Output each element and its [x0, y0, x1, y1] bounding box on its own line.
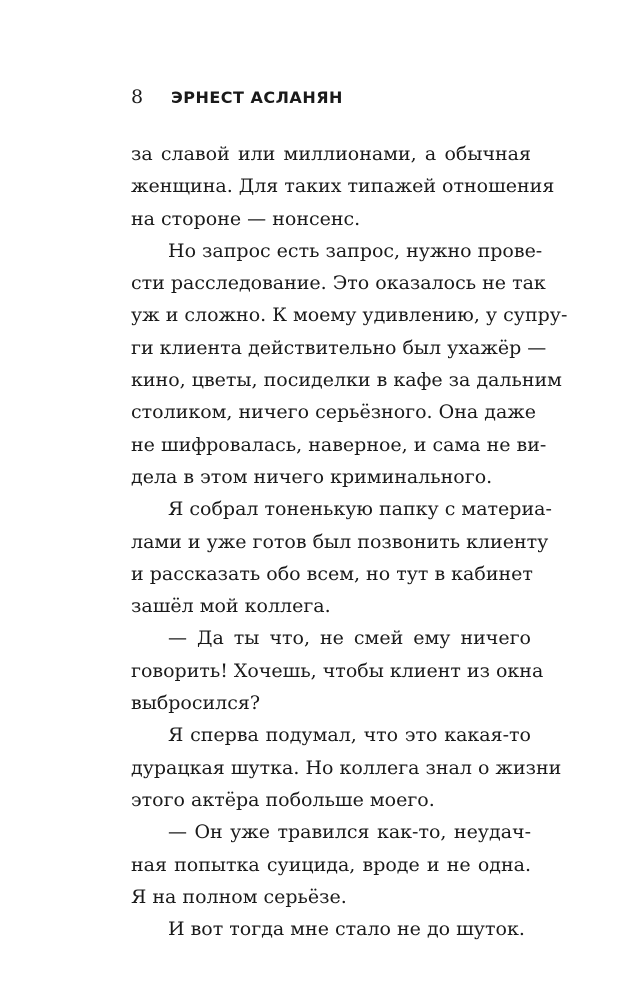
text-line: лами и уже готов был позвонить клиенту [131, 530, 549, 553]
text-line: говорить! Хочешь, чтобы клиент из окна [131, 659, 544, 682]
text-line: сти расследование. Это оказалось не так [131, 272, 546, 295]
text-line: ги клиента действительно был ухажёр — [131, 336, 547, 359]
text-line: женщина. Для таких типажей отношения [131, 175, 555, 198]
text-line: — Он уже травился как-то, неудач- [168, 821, 531, 844]
text-line: столиком, ничего серьёзного. Она даже [131, 401, 536, 424]
text-line: И вот тогда мне стало не до шуток. [168, 918, 525, 941]
text-line: Я сперва подумал, что это какая-то [168, 724, 531, 747]
text-line: дурацкая шутка. Но коллега знал о жизни [131, 756, 562, 779]
body-text [131, 138, 568, 945]
text-line: Но запрос есть запрос, нужно прове- [168, 239, 543, 262]
running-title: ЭРНЕСТ АСЛАНЯН [171, 88, 343, 107]
text-line: на стороне — нонсенс. [131, 207, 361, 230]
text-line: зашёл мой коллега. [131, 595, 331, 618]
page-number: 8 [131, 86, 144, 108]
text-line: кино, цветы, посиделки в кафе за дальним [131, 369, 562, 392]
text-line: ная попытка суицида, вроде и не одна. [131, 853, 531, 876]
text-line: этого актёра побольше моего. [131, 788, 435, 811]
text-line: и рассказать обо всем, но тут в кабинет [131, 562, 533, 585]
text-line: — Да ты что, не смей ему ничего [168, 627, 531, 650]
text-line: выбросился? [131, 692, 261, 715]
page-header [131, 86, 343, 116]
text-line: Я на полном серьёзе. [131, 885, 347, 908]
text-line: за славой или миллионами, а обычная [131, 143, 531, 165]
text-line: Я собрал тоненькую папку с материа- [168, 498, 552, 521]
text-line: дела в этом ничего криминального. [131, 465, 493, 488]
text-line: уж и сложно. К моему удивлению, у супру- [131, 304, 568, 327]
text-line: не шифровалась, наверное, и сама не ви- [131, 433, 547, 456]
